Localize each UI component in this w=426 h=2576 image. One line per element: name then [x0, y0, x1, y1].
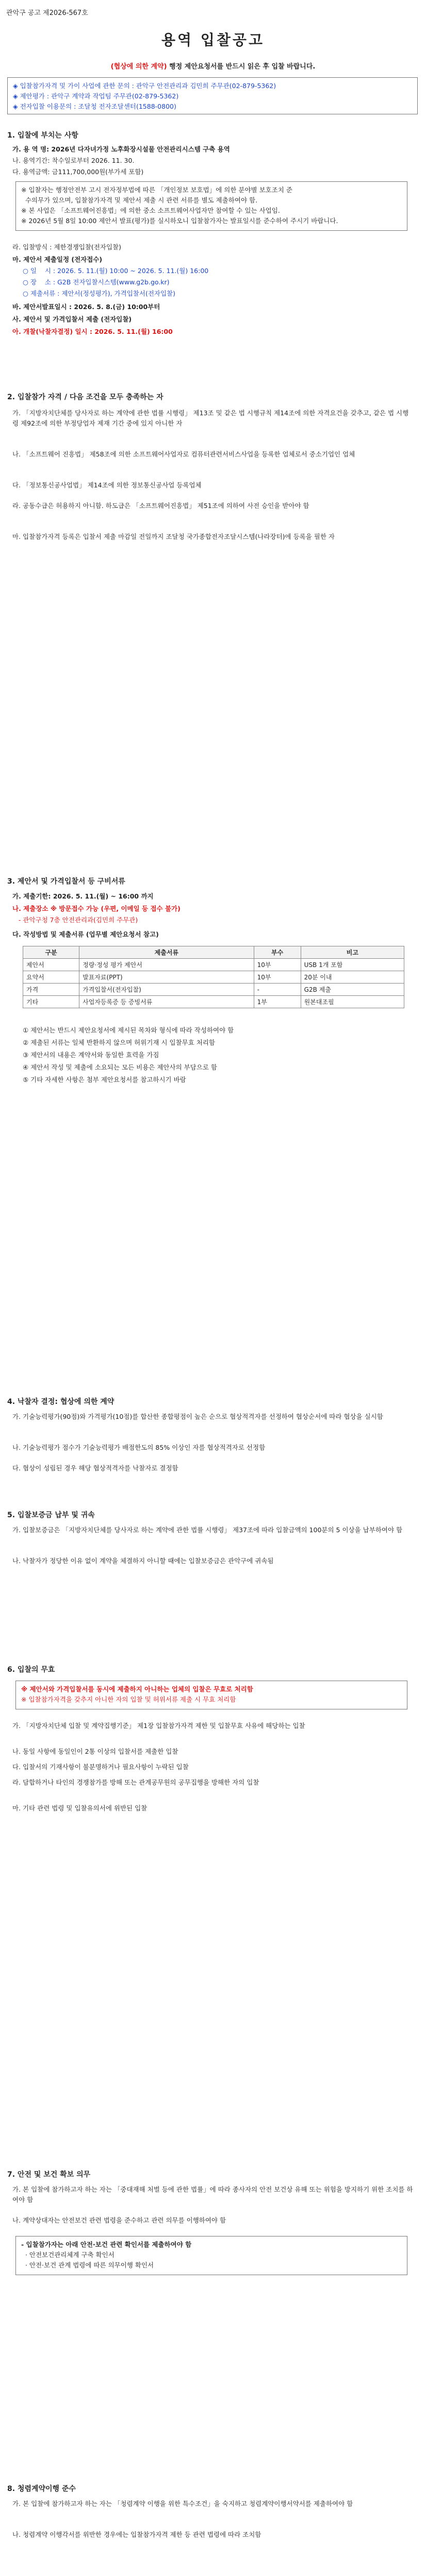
table-header: 비고: [301, 946, 404, 959]
announcement-number: 관악구 공고 제2026-567호: [6, 9, 88, 17]
table-cell: 1부: [254, 996, 301, 1008]
schedule-line: ○ 일 시 : 2026. 5. 11.(월) 10:00 ~ 2026. 5. 11.(월) 16:00: [23, 267, 209, 275]
safety-line: · 안전·보건 관계 법령에 따른 의무이행 확인서: [21, 2261, 154, 2269]
section-heading: 7. 안전 및 보건 확보 의무: [7, 2171, 91, 2179]
notice-line: ◈ 전자입찰 이용문의 : 조달청 전자조달센터(1588-0800): [13, 103, 176, 110]
table-cell: 기타: [23, 996, 79, 1008]
section-item: - 관악구청 7층 안전관리과(김민희 주무관): [12, 916, 138, 924]
top-notice-box: [7, 77, 418, 114]
section-item: 나. 제출장소 ※ 방문접수 가능 (우편, 이메일 등 접수 불가): [12, 905, 181, 912]
table-cell: 가격입찰서(전자입찰): [79, 984, 254, 996]
section-heading: 2. 입찰참가 자격 / 다음 조건을 모두 충족하는 자: [7, 393, 163, 401]
schedule-line: ○ 장 소 : G2B 전자입찰시스템(www.g2b.go.kr): [23, 278, 170, 286]
table-cell: 20분 이내: [301, 971, 404, 984]
table-row: [23, 984, 404, 996]
note-line: ④ 제안서 작성 및 제출에 소요되는 모든 비용은 제안사의 부담으로 함: [23, 1063, 217, 1071]
table-cell: USB 1개 포함: [301, 959, 404, 971]
section-para: 가. 「지방자치단체 입찰 및 계약집행기준」 제1장 입찰참가자격 제한 및 입찰무효 사유에 해당하는 입찰: [12, 1722, 305, 1730]
section-item: 다. 용역금액: 금111,700,000원(부가세 포함): [12, 168, 144, 176]
info-box: [15, 181, 407, 231]
table-cell: 10부: [254, 971, 301, 984]
docs-table: [23, 946, 404, 1008]
section-heading: 3. 제안서 및 가격입찰서 등 구비서류: [7, 877, 125, 886]
section-para: 가. 본 입찰에 참가하고자 하는 자는 「청렴계약 이행을 위한 특수조건」을 숙지하고 청렴계약이행서약서를 제출하여야 함: [12, 2500, 353, 2507]
section-para: 다. 입찰서의 기재사항이 불분명하거나 필요사항이 누락된 입찰: [12, 1763, 189, 1771]
section-item: 다. 작성방법 및 제출서류 (업무별 제안요청서 참고): [12, 930, 159, 938]
section-item: 라. 입찰방식 : 제한경쟁입찰(전자입찰): [12, 243, 121, 251]
table-cell: 요약서: [23, 971, 79, 984]
section-para: 나. 청렴계약 이행각서를 위반한 경우에는 입찰참가자격 제한 등 관련 법령에 따라 조치함: [12, 2531, 261, 2538]
table-row: [23, 959, 404, 971]
section-para: 나. 낙찰자가 정당한 이유 없이 계약을 체결하지 아니할 때에는 입찰보증금은 관악구에 귀속됨: [12, 1557, 274, 1565]
section-para: 마. 기타 관련 법령 및 입찰유의서에 위반된 입찰: [12, 1804, 148, 1812]
table-cell: 정량·정성 평가 제안서: [79, 959, 254, 971]
section-item: 가. 용 역 명: 2026년 다자녀가정 노후화장시설물 안전관리시스템 구축 용역: [12, 145, 230, 153]
section-para: 라. 공동수급은 허용하지 아니함. 하도급은 「소프트웨어진흥법」 제51조에 의하여 사전 승인을 받아야 함: [12, 502, 309, 510]
section-para: 나. 기술능력평가 점수가 기술능력평가 배점한도의 85% 이상인 자를 협상적격자로 선정함: [12, 1444, 266, 1451]
schedule-line: ○ 제출서류 : 제안서(정성평가), 가격입찰서(전자입찰): [23, 290, 175, 297]
section-para: 나. 「소프트웨어 진흥법」 제58조에 의한 소프트웨어사업자로 컴퓨터관련서비스사업을 등록한 업체로서 중소기업인 업체: [12, 450, 355, 458]
section-item: 나. 용역기간: 착수일로부터 2026. 11. 30.: [12, 157, 135, 164]
section-heading: 6. 입찰의 무효: [7, 1666, 55, 1674]
section-para: 가. 본 입찰에 참가하고자 하는 자는 「중대재해 처벌 등에 관한 법률」에 따라 종사자의 안전 보건상 유해 또는 위험을 방지하기 위한 조치를 하여야 함: [12, 2185, 413, 2204]
table-header-row: [23, 946, 404, 959]
table-cell: G2B 제출: [301, 984, 404, 996]
warning-line: ※ 제안서와 가격입찰서를 동시에 제출하지 아니하는 업체의 입찰은 무효로 처리함: [21, 1685, 253, 1693]
table-header: 제출서류: [79, 946, 254, 959]
safety-box: [15, 2236, 407, 2275]
section-para: 나. 동일 사항에 동일인이 2통 이상의 입찰서를 제출한 입찰: [12, 1748, 178, 1755]
section-item: 사. 제안서 및 가격입찰서 제출 (전자입찰): [12, 315, 132, 323]
section-item: 가. 제출기한: 2026. 5. 11.(월) ~ 16:00 까지: [12, 892, 154, 900]
table-cell: -: [254, 984, 301, 996]
info-line: ※ 입찰자는 행정안전부 고시 전자정부법에 따른 「개인정보 보호법」에 의한 분야별 보호조치 준: [21, 186, 292, 194]
safety-line: - 입찰참가자는 아래 안전·보건 관련 확인서를 제출하여야 함: [21, 2241, 192, 2248]
table-header: 부수: [254, 946, 301, 959]
section-heading: 4. 낙찰자 결정: 협상에 의한 계약: [7, 1398, 114, 1406]
section-heading: 8. 청렴계약이행 준수: [7, 2485, 76, 2493]
section-item: 바. 제안서발표일시 : 2026. 5. 8.(금) 10:00부터: [12, 303, 160, 311]
note-line: ③ 제안서의 내용은 계약서와 동일한 효력을 가짐: [23, 1051, 159, 1059]
page-title: 용역 입찰공고: [161, 31, 265, 48]
section-para: 나. 계약상대자는 안전보건 관련 법령을 준수하고 관련 의무를 이행하여야 함: [12, 2216, 226, 2224]
info-line: ※ 2026년 5월 8일 10:00 제안서 발표(평가)를 실시하오니 입찰참가자는 발표일시를 준수하여 주시기 바랍니다.: [21, 217, 338, 225]
table-row: [23, 996, 404, 1008]
note-line: ① 제안서는 반드시 제안요청서에 제시된 목차와 형식에 따라 작성하여야 함: [23, 1026, 234, 1034]
info-line: ※ 본 사업은 「소프트웨어진흥법」에 의한 중소 소프트웨어사업자만 참여할 수 있는 사업임.: [21, 207, 280, 214]
page-subtitle: [21, 61, 405, 71]
section-item: 마. 제안서 제출일정 (전자접수): [12, 256, 103, 263]
section-para: 다. 「정보통신공사업법」 제14조에 의한 정보통신공사업 등록업체: [12, 481, 202, 489]
warning-line: ※ 입찰참가자격을 갖추지 아니한 자의 입찰 및 허위서류 제출 시 무효 처리함: [21, 1696, 236, 1703]
note-line: ⑤ 기타 자세한 사항은 첨부 제안요청서를 참고하시기 바람: [23, 1076, 186, 1083]
section-heading: 1. 입찰에 부치는 사항: [7, 131, 78, 140]
section-para: 다. 협상이 성립된 경우 해당 협상적격자를 낙찰자로 결정함: [12, 1464, 178, 1472]
table-cell: 사업자등록증 등 증빙서류: [79, 996, 254, 1008]
section-item: 아. 개찰(낙찰자결정) 일시 : 2026. 5. 11.(월) 16:00: [12, 328, 173, 335]
warning-box: [15, 1681, 407, 1709]
note-line: ② 제출된 서류는 일체 반환하지 않으며 허위기재 시 입찰무효 처리함: [23, 1039, 215, 1046]
section-para: 가. 「지방자치단체를 당사자로 하는 계약에 관한 법률 시행령」 제13조 및 같은 법 시행규칙 제14조에 의한 자격요건을 갖추고, 같은 법 시행령 제92조에 의한 부정당업자 제재 기간 중에 있지 아니한 자: [12, 409, 409, 427]
table-cell: 원본대조필: [301, 996, 404, 1008]
table-cell: 10부: [254, 959, 301, 971]
notice-line: ◈ 입찰참가자격 및 가이 사업에 관한 문의 : 관악구 안전관리과 김민희 주무관(02-879-5362): [13, 82, 276, 90]
section-para: 가. 입찰보증금은 「지방자치단체를 당사자로 하는 계약에 관한 법률 시행령」 제37조에 따라 입찰금액의 100분의 5 이상을 납부하여야 함: [12, 1526, 403, 1534]
info-line: 수의무가 있으며, 입찰참가자격 및 제안서 제출 시 관련 서류를 별도 제출하여야 함.: [21, 196, 258, 204]
table-header: 구분: [23, 946, 79, 959]
section-para: 가. 기술능력평가(90점)와 가격평가(10점)를 합산한 종합평점이 높은 순으로 협상적격자를 선정하여 협상순서에 따라 협상을 실시함: [12, 1413, 383, 1420]
table-cell: 발표자료(PPT): [79, 971, 254, 984]
subtitle-highlight: (협상에 의한 계약): [110, 63, 167, 71]
section-para: 마. 입찰참가자격 등록은 입찰서 제출 마감일 전일까지 조달청 국가종합전자조달시스템(나라장터)에 등록을 필한 자: [12, 533, 335, 540]
table-row: [23, 971, 404, 984]
section-para: 라. 담합하거나 타인의 경쟁참가를 방해 또는 관계공무원의 공무집행을 방해한 자의 입찰: [12, 1778, 259, 1786]
table-cell: 가격: [23, 984, 79, 996]
notice-line: ◈ 제안평가 : 관악구 계약과 작업팀 주무관(02-879-5362): [13, 92, 179, 100]
table-cell: 제안서: [23, 959, 79, 971]
safety-line: · 안전보건관리체계 구축 확인서: [21, 2251, 114, 2259]
section-heading: 5. 입찰보증금 납부 및 귀속: [7, 1511, 95, 1519]
subtitle-rest: 행정 제안요청서를 반드시 읽은 후 입찰 바랍니다.: [167, 63, 316, 71]
